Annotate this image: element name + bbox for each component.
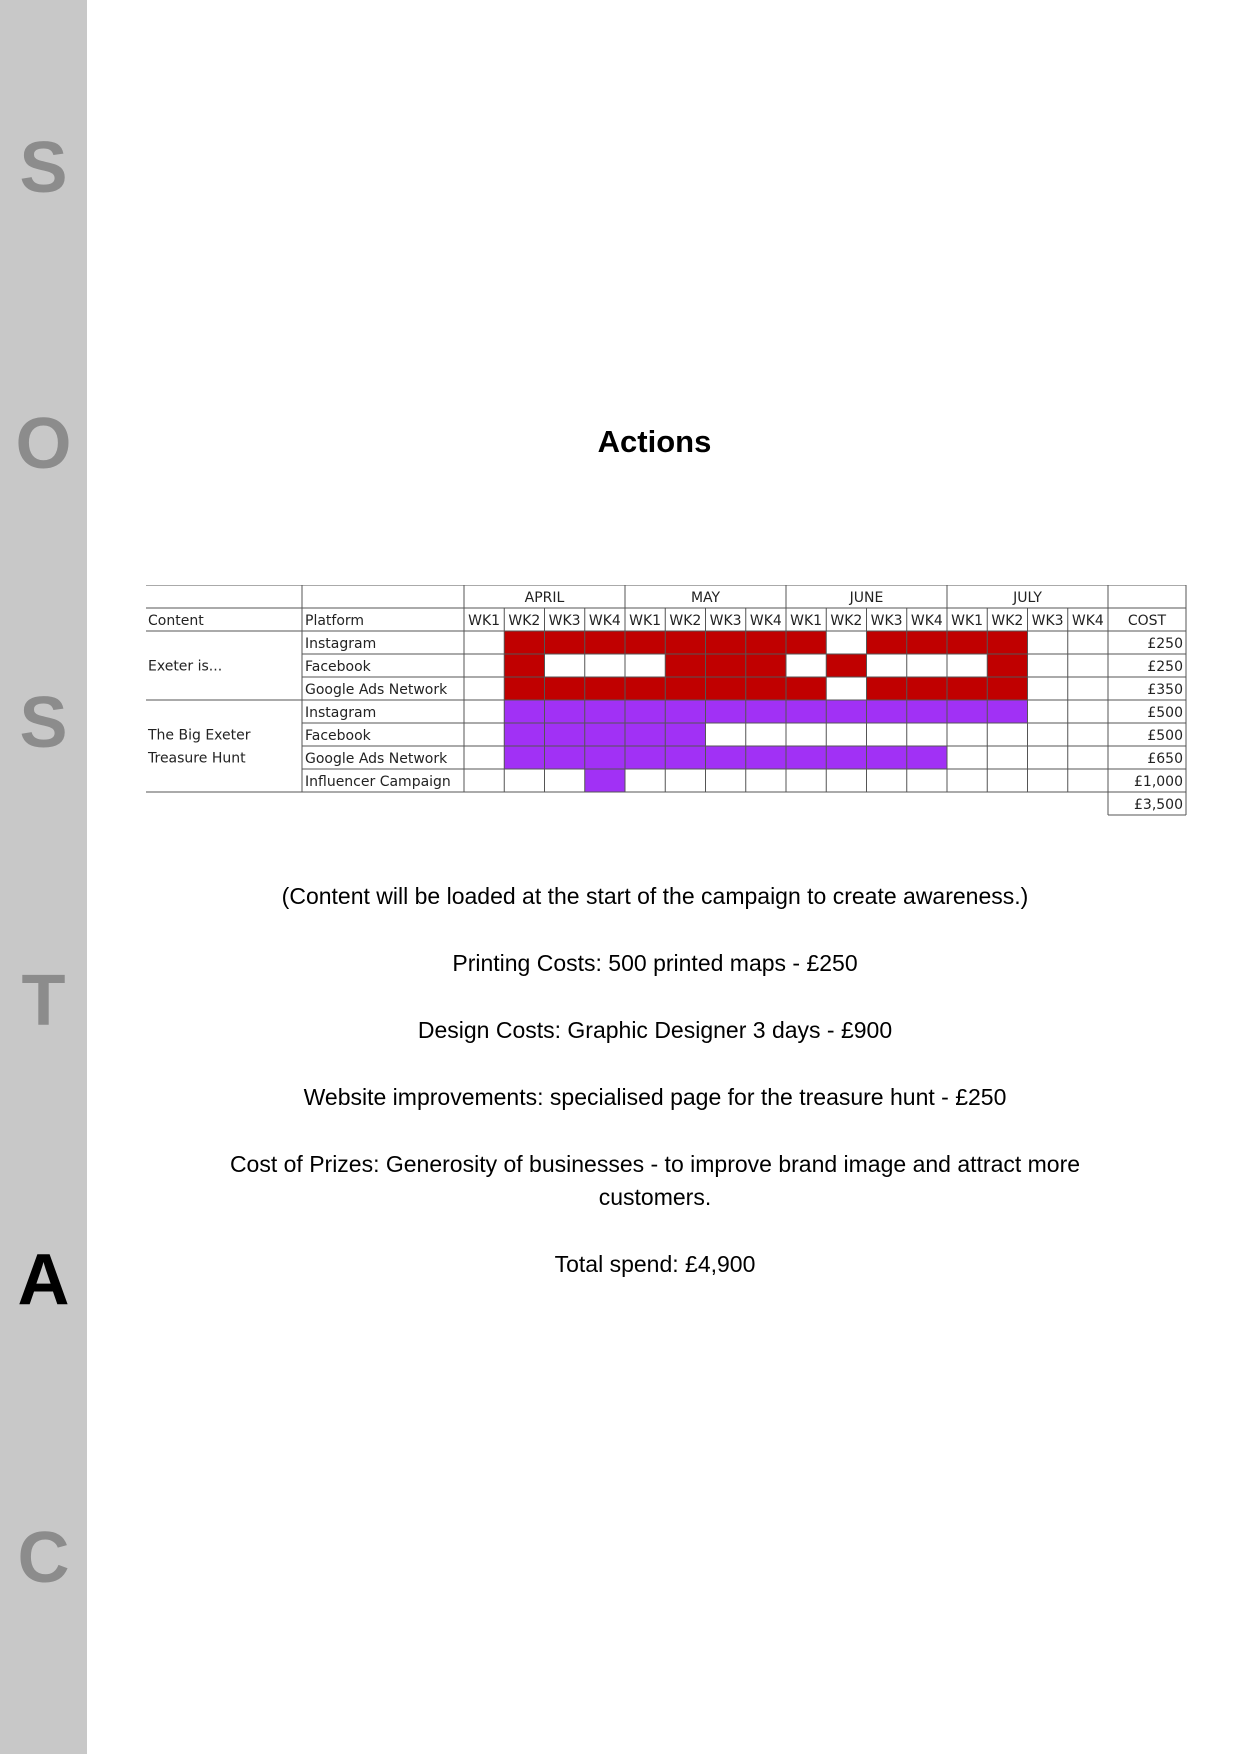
week-label: WK3 [1031,613,1064,629]
schedule-cell [746,746,786,769]
content-group-label: Treasure Hunt [148,750,246,767]
schedule-cell [504,723,544,746]
schedule-cell [665,654,705,677]
cost-notes [200,880,1110,1315]
schedule-cell [786,700,826,723]
schedule-cell [746,654,786,677]
schedule-cell [746,700,786,723]
schedule-cell [867,746,907,769]
schedule-cell [786,631,826,654]
schedule-cell [706,654,746,677]
schedule-cell [786,746,826,769]
sidebar-letter-s2: S [19,683,68,763]
schedule-cell [585,723,625,746]
schedule-cell [665,700,705,723]
schedule-cell [504,746,544,769]
schedule-cell [665,631,705,654]
platform-label: Instagram [305,705,377,721]
schedule-cell [987,654,1027,677]
platform-label: Google Ads Network [305,682,448,698]
week-label: WK2 [508,613,541,629]
sostac-sidebar [0,0,87,1754]
sidebar-letter-o: O [15,404,72,484]
schedule-cell [585,769,625,792]
schedule-cell [706,746,746,769]
platform-label: Facebook [305,659,371,675]
schedule-cell [907,700,947,723]
week-label: WK1 [629,613,662,629]
schedule-cell [867,631,907,654]
week-label: WK4 [1071,613,1104,629]
schedule-cell [504,700,544,723]
schedule-cell [625,746,665,769]
cost-value: £350 [1147,682,1183,698]
week-label: WK1 [468,613,501,629]
schedule-cell [907,677,947,700]
week-label: WK3 [548,613,581,629]
cost-value: £250 [1147,636,1183,652]
schedule-cell [907,631,947,654]
schedule-cell [625,723,665,746]
schedule-cell [504,654,544,677]
schedule-cell [545,746,585,769]
content-group-label: The Big Exeter [148,727,251,744]
schedule-cell [987,677,1027,700]
week-label: WK4 [910,613,943,629]
schedule-cell [947,700,987,723]
schedule-cell [826,654,866,677]
week-label: WK2 [669,613,702,629]
schedule-cell [867,700,907,723]
schedule-cell [625,631,665,654]
total-cost-value: £3,500 [1134,797,1183,813]
content-group-label: Exeter is... [148,658,223,675]
page-title: Actions [597,424,712,459]
month-label: JULY [1013,590,1042,606]
schedule-cell [706,631,746,654]
note-content-loading: (Content will be loaded at the start of the campaign to create awareness.) [281,883,1029,909]
schedule-cell [947,631,987,654]
platform-label: Google Ads Network [305,751,448,767]
schedule-cell [665,723,705,746]
week-label: WK1 [790,613,823,629]
schedule-cell [665,677,705,700]
schedule-cell [907,746,947,769]
schedule-cell [545,631,585,654]
month-label: MAY [690,590,721,606]
month-label: APRIL [524,590,565,606]
header-platform: Platform [305,613,365,629]
schedule-cell [706,677,746,700]
schedule-cell [585,746,625,769]
schedule-cell [504,677,544,700]
schedule-cell [585,631,625,654]
schedule-cell [545,677,585,700]
month-label: JUNE [849,590,884,606]
campaign-schedule-table [146,585,1196,817]
sidebar-letter-t: T [21,961,66,1041]
note-cost-of-prizes: Cost of Prizes: Generosity of businesses - to improve brand image and attract more customers. [229,1151,1081,1210]
sidebar-letter-s1: S [19,128,68,208]
cost-value: £500 [1147,728,1183,744]
sidebar-letter-c: C [17,1518,70,1598]
note-design-costs: Design Costs: Graphic Designer 3 days - £900 [417,1017,893,1043]
schedule-cell [545,700,585,723]
note-printing-costs: Printing Costs: 500 printed maps - £250 [452,950,858,976]
schedule-cell [746,677,786,700]
schedule-cell [826,700,866,723]
cost-value: £500 [1147,705,1183,721]
schedule-cell [625,700,665,723]
cost-value: £650 [1147,751,1183,767]
schedule-cell [504,631,544,654]
schedule-cell [867,677,907,700]
schedule-cell [585,700,625,723]
header-cost: COST [1127,613,1167,629]
week-label: WK4 [749,613,782,629]
platform-label: Influencer Campaign [305,774,451,790]
sidebar-letter-a-active: A [17,1240,70,1320]
week-label: WK2 [991,613,1024,629]
week-label: WK3 [870,613,903,629]
note-website-improvements: Website improvements: specialised page for the treasure hunt - £250 [303,1084,1007,1110]
schedule-cell [665,746,705,769]
schedule-cell [746,631,786,654]
header-content: Content [148,613,204,629]
week-label: WK4 [588,613,621,629]
week-label: WK3 [709,613,742,629]
schedule-cell [786,677,826,700]
schedule-cell [585,677,625,700]
schedule-cell [987,700,1027,723]
platform-label: Facebook [305,728,371,744]
week-label: WK2 [830,613,863,629]
week-label: WK1 [951,613,984,629]
note-total-spend: Total spend: £4,900 [554,1251,756,1277]
schedule-cell [947,677,987,700]
cost-value: £1,000 [1134,774,1183,790]
schedule-cell [706,700,746,723]
schedule-cell [545,723,585,746]
schedule-cell [987,631,1027,654]
platform-label: Instagram [305,636,377,652]
cost-value: £250 [1147,659,1183,675]
schedule-cell [826,746,866,769]
schedule-cell [625,677,665,700]
